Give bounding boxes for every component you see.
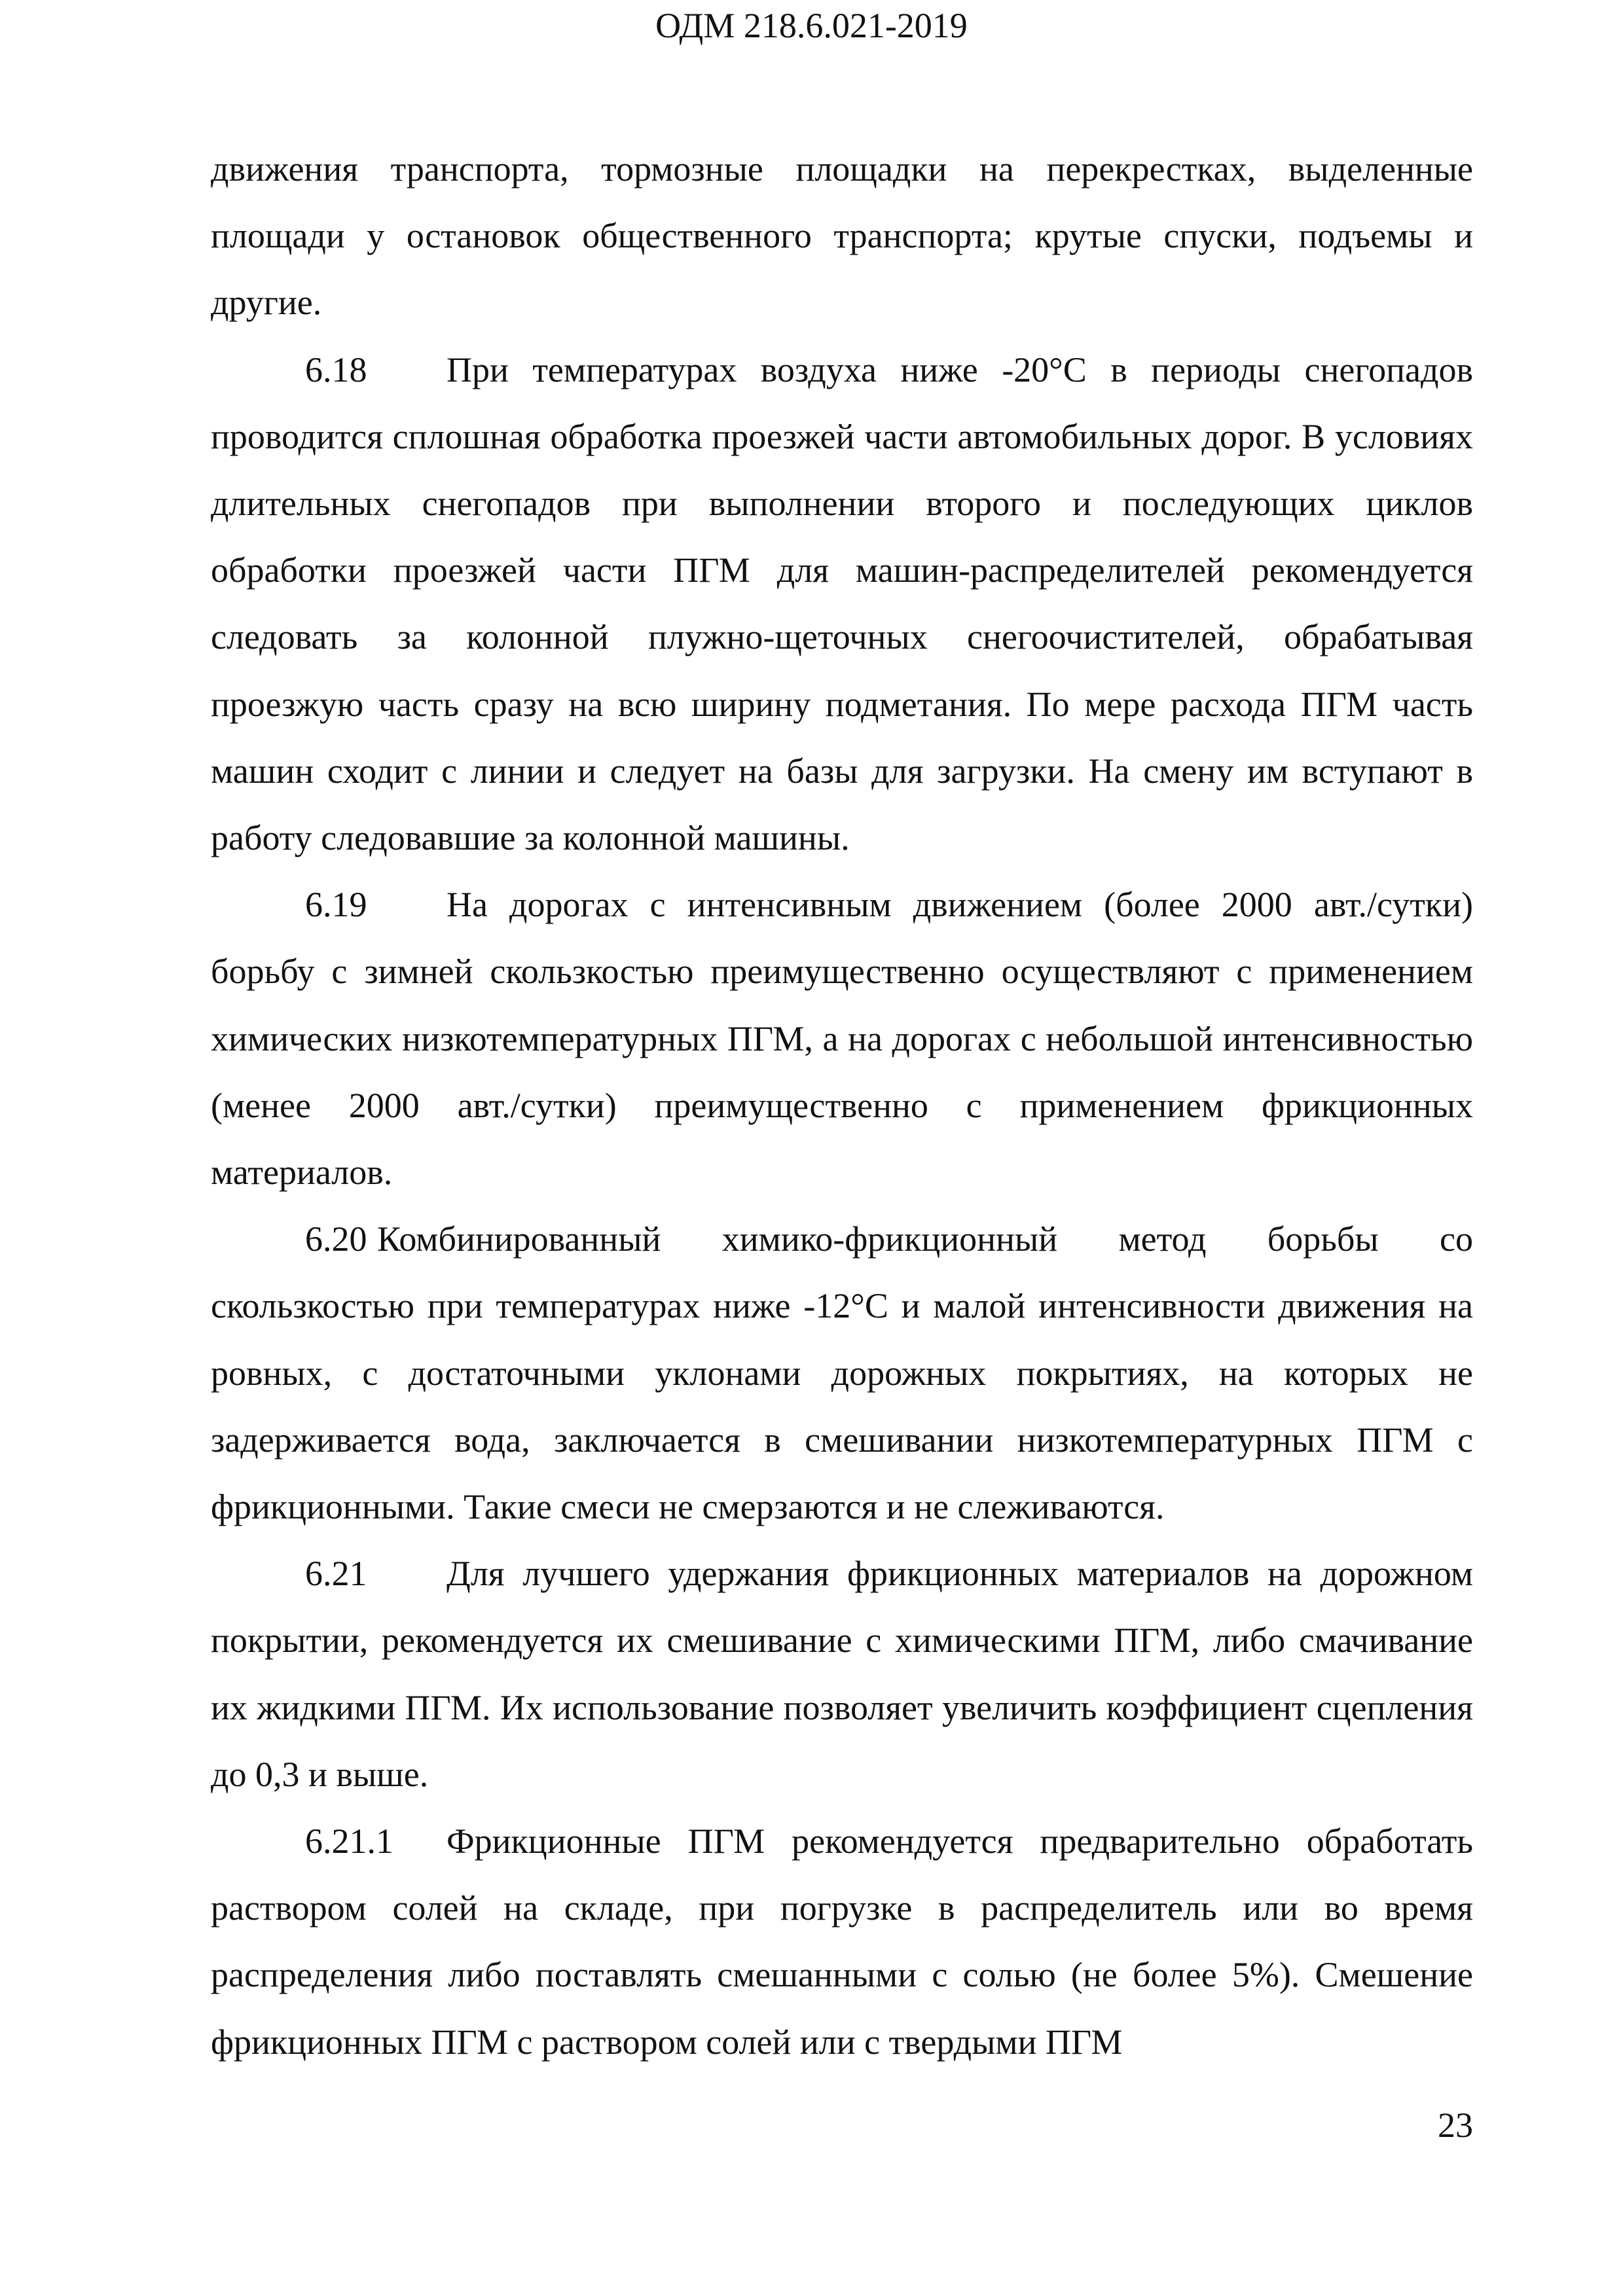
paragraph-text: На дорогах с интенсивным движением (более 2000 авт./сутки) борьбу с зимней скользкостью преимущественно осуществляют с применением химических низкотемпературных ПГМ, а на дорогах с небольшой интенсивностью (менее 2000 авт./сутки) преимущественно с применением фрикционных материалов.: [211, 885, 1473, 1193]
paragraph-6-19: [211, 871, 1473, 1206]
paragraph-text: Комбинированный химико-фрикционный метод борьбы со скользкостью при температурах ниже -12°С и малой интенсивности движения на ровных, с достаточными уклонами дорожных покрытиях, на которых не задерживается вода, заключается в смешивании низкотемпературных ПГМ с фрикционными. Такие смеси не смерзаются и не слеживаются.: [211, 1219, 1473, 1527]
paragraph-6-21: [211, 1540, 1473, 1808]
paragraph-number: 6.19: [305, 885, 367, 925]
paragraph-text: При температурах воздуха ниже -20°С в периоды снегопадов проводится сплошная обработка проезжей части автомобильных дорог. В условиях длительных снегопадов при выполнении второго и последующих циклов обработки проезжей части ПГМ для машин-распределителей рекомендуется следовать за колонной плужно-щеточных снегоочистителей, обрабатывая проезжую часть сразу на всю ширину подметания. По мере расхода ПГМ часть машин сходит с линии и следует на базы для загрузки. На смену им вступают в работу следовавшие за колонной машины.: [211, 350, 1473, 858]
page-number: 23: [1438, 2106, 1473, 2145]
paragraph-6-20: [211, 1206, 1473, 1540]
paragraph-text: Для лучшего удержания фрикционных материалов на дорожном покрытии, рекомендуется их смешивание с химическими ПГМ, либо смачивание их жидкими ПГМ. Их использование позволяет увеличить коэффициент сцепления до 0,3 и выше.: [211, 1554, 1473, 1794]
paragraph-number: 6.21: [305, 1554, 367, 1594]
paragraph-text: движения транспорта, тормозные площадки на перекрестках, выделенные площади у остановок общественного транспорта; крутые спуски, подъемы и другие.: [211, 149, 1473, 323]
paragraph-number: 6.18: [305, 350, 367, 389]
paragraph-6-21-1: [211, 1808, 1473, 2075]
paragraph-number: 6.21.1: [305, 1821, 393, 1861]
document-code-header: ОДМ 218.6.021-2019: [655, 6, 968, 45]
paragraph-6-18: [211, 336, 1473, 872]
paragraph-text: Фрикционные ПГМ рекомендуется предварительно обработать раствором солей на складе, при погрузке в распределитель или во время распределения либо поставлять смешанными с солью (не более 5%). Смешение фрикционных ПГМ с раствором солей или с твердыми ПГМ: [211, 1821, 1473, 2062]
document-body: [211, 135, 1473, 2075]
paragraph-number: 6.20: [305, 1219, 367, 1259]
paragraph-continuation: [211, 135, 1473, 336]
